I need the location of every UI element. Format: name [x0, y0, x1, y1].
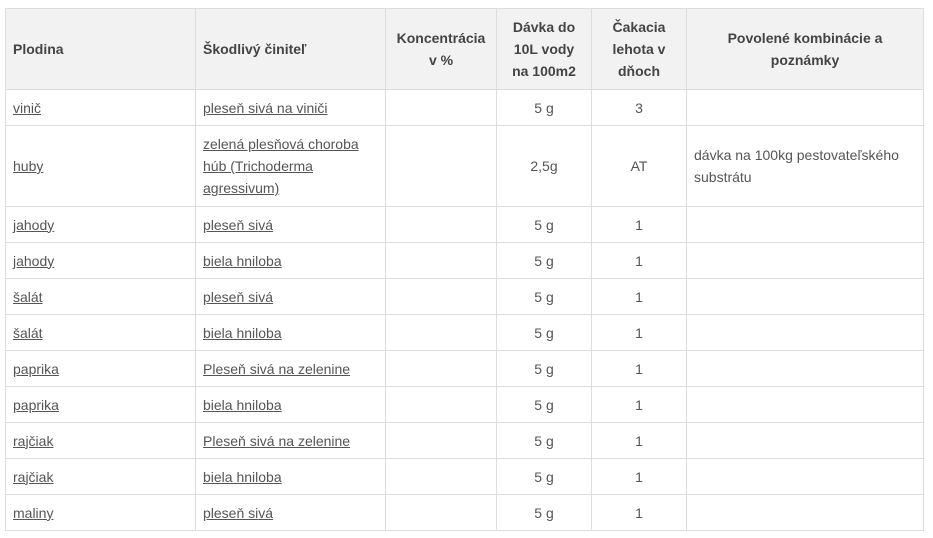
concentration-cell — [386, 495, 497, 531]
concentration-cell — [386, 126, 497, 207]
notes-cell — [687, 279, 924, 315]
agent-cell — [196, 495, 386, 531]
crop-link[interactable]: huby — [13, 158, 44, 174]
crop-link[interactable]: rajčiak — [13, 468, 54, 485]
notes-cell — [687, 207, 924, 243]
agent-cell — [196, 243, 386, 279]
crop-cell — [6, 126, 196, 207]
agent-cell — [196, 90, 386, 126]
crop-cell — [6, 243, 196, 279]
header-crop: Plodina — [6, 9, 196, 90]
dose-cell: 5 g — [497, 351, 592, 387]
crop-cell — [6, 90, 196, 126]
concentration-cell — [386, 387, 497, 423]
notes-cell: dávka na 100kg pestovateľského substrátu — [687, 126, 924, 207]
header-concentration: Koncentrácia v % — [386, 9, 497, 90]
waiting-cell: 3 — [592, 90, 687, 126]
notes-cell — [687, 459, 924, 495]
crop-link[interactable]: paprika — [13, 396, 59, 413]
waiting-cell: 1 — [592, 243, 687, 279]
waiting-cell: 1 — [592, 207, 687, 243]
table-row — [6, 423, 924, 459]
concentration-cell — [386, 279, 497, 315]
agent-link[interactable]: pleseň sivá — [203, 288, 274, 305]
agent-cell — [196, 126, 386, 207]
crop-link[interactable]: maliny — [13, 504, 54, 521]
header-notes: Povolené kombinácie a poznámky — [687, 9, 924, 90]
concentration-cell — [386, 351, 497, 387]
waiting-cell: 1 — [592, 495, 687, 531]
dose-cell: 5 g — [497, 243, 592, 279]
crop-cell — [6, 315, 196, 351]
crop-link[interactable]: vinič — [13, 99, 42, 116]
agent-link[interactable]: Pleseň sivá na zelenine — [203, 432, 351, 449]
waiting-cell: 1 — [592, 279, 687, 315]
crop-cell — [6, 351, 196, 387]
notes-cell — [687, 315, 924, 351]
table-row — [6, 126, 924, 207]
agent-cell — [196, 351, 386, 387]
notes-cell — [687, 423, 924, 459]
notes-cell — [687, 387, 924, 423]
table-row — [6, 495, 924, 531]
crop-cell — [6, 387, 196, 423]
agent-cell — [196, 207, 386, 243]
table-row — [6, 315, 924, 351]
dose-cell: 5 g — [497, 387, 592, 423]
agent-link[interactable]: pleseň sivá — [203, 216, 274, 233]
header-agent: Škodlivý činiteľ — [196, 9, 386, 90]
table-row — [6, 351, 924, 387]
crop-link[interactable]: šalát — [13, 288, 43, 305]
waiting-cell: 1 — [592, 315, 687, 351]
crop-cell — [6, 207, 196, 243]
waiting-cell: 1 — [592, 351, 687, 387]
concentration-cell — [386, 459, 497, 495]
agent-link[interactable]: biela hniloba — [203, 252, 282, 269]
crop-cell — [6, 279, 196, 315]
table-row — [6, 243, 924, 279]
table-row — [6, 90, 924, 126]
dose-cell: 5 g — [497, 423, 592, 459]
notes-cell — [687, 90, 924, 126]
dose-cell: 5 g — [497, 495, 592, 531]
crop-cell — [6, 423, 196, 459]
concentration-cell — [386, 90, 497, 126]
agent-link[interactable]: pleseň sivá na viniči — [203, 99, 328, 116]
crop-link[interactable]: rajčiak — [13, 432, 54, 449]
agent-link[interactable]: biela hniloba — [203, 396, 282, 413]
agent-cell — [196, 315, 386, 351]
agent-link[interactable]: biela hniloba — [203, 324, 282, 341]
usage-table — [5, 8, 924, 531]
header-waiting: Čakacia lehota v dňoch — [592, 9, 687, 90]
agent-link[interactable]: Pleseň sivá na zelenine — [203, 360, 351, 377]
crop-cell — [6, 459, 196, 495]
notes-cell — [687, 495, 924, 531]
table-header-row — [6, 9, 924, 90]
table-row — [6, 279, 924, 315]
table-row — [6, 459, 924, 495]
notes-cell — [687, 351, 924, 387]
crop-link[interactable]: jahody — [13, 252, 55, 269]
header-dose: Dávka do 10L vody na 100m2 — [497, 9, 592, 90]
table-row — [6, 207, 924, 243]
crop-link[interactable]: jahody — [13, 216, 55, 233]
dose-cell: 5 g — [497, 459, 592, 495]
table-row — [6, 387, 924, 423]
concentration-cell — [386, 207, 497, 243]
dose-cell: 5 g — [497, 207, 592, 243]
crop-cell — [6, 495, 196, 531]
agent-cell — [196, 387, 386, 423]
waiting-cell: 1 — [592, 387, 687, 423]
crop-link[interactable]: paprika — [13, 360, 59, 377]
concentration-cell — [386, 423, 497, 459]
concentration-cell — [386, 243, 497, 279]
waiting-cell: 1 — [592, 459, 687, 495]
notes-cell — [687, 243, 924, 279]
dose-cell: 5 g — [497, 279, 592, 315]
crop-link[interactable]: šalát — [13, 324, 43, 341]
agent-cell — [196, 423, 386, 459]
agent-link[interactable]: biela hniloba — [203, 468, 282, 485]
dose-cell: 5 g — [497, 315, 592, 351]
concentration-cell — [386, 315, 497, 351]
waiting-cell: AT — [592, 126, 687, 207]
waiting-cell: 1 — [592, 423, 687, 459]
dose-cell: 2,5g — [497, 126, 592, 207]
agent-link[interactable]: pleseň sivá — [203, 504, 274, 521]
agent-cell — [196, 279, 386, 315]
agent-cell — [196, 459, 386, 495]
agent-link[interactable]: zelená plesňová choroba húb (Trichoderma agressivum) — [203, 136, 359, 196]
dose-cell: 5 g — [497, 90, 592, 126]
